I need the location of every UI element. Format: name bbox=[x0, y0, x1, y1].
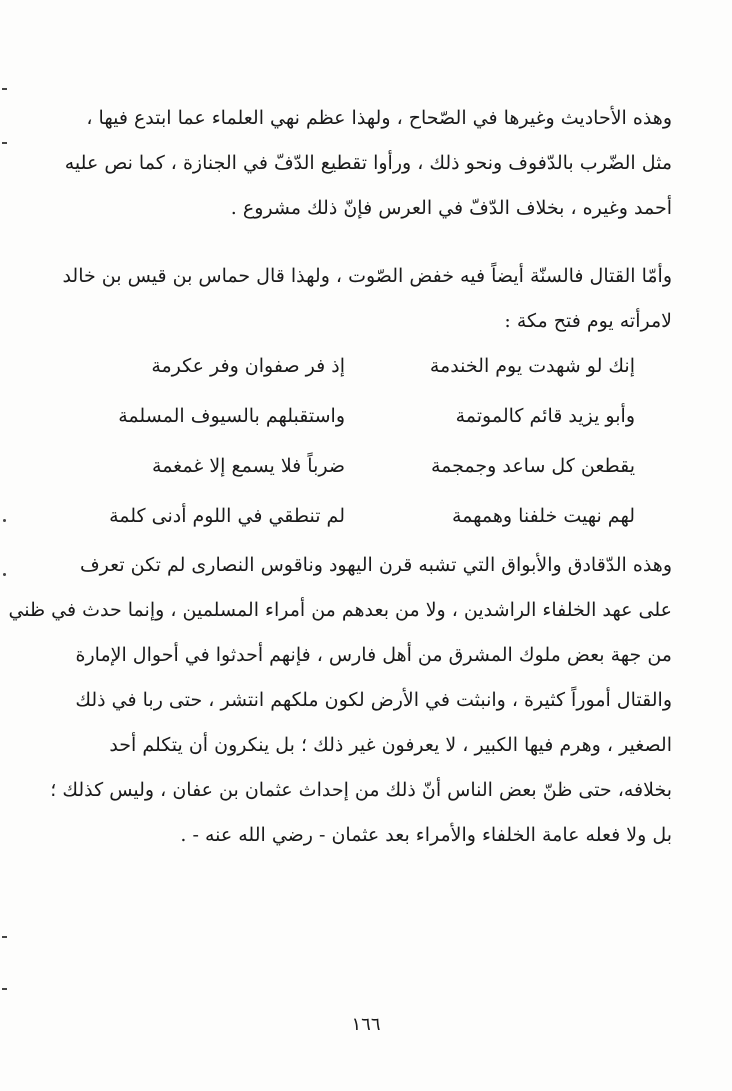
scan-mark bbox=[2, 142, 7, 144]
text-line: وهذه الدّقادق والأبواق التي تشبه قرن اليهود وناقوس النصارى لم تكن تعرف bbox=[79, 554, 672, 576]
text-line: بل ولا فعله عامة الخلفاء والأمراء بعد عثمان - رضي الله عنه - . bbox=[180, 824, 672, 846]
verse-first-hemistich: إنك لو شهدت يوم الخندمة bbox=[429, 355, 635, 377]
text-line: لامرأته يوم فتح مكة : bbox=[504, 310, 672, 332]
page-number: ١٦٦ bbox=[351, 1014, 381, 1035]
poem bbox=[95, 341, 635, 541]
text-line: بخلافه، حتى ظنّ بعض الناس أنّ ذلك من إحداث عثمان بن عفان ، وليس كذلك ؛ bbox=[50, 779, 672, 801]
verse-second-hemistich: واستقبلهم بالسيوف المسلمة bbox=[118, 405, 345, 427]
scan-mark bbox=[2, 988, 7, 990]
text-line: والقتال أموراً كثيرة ، وانبثت في الأرض لكون ملكهم انتشر ، حتى ربا في ذلك bbox=[75, 689, 672, 711]
text-line: الصغير ، وهرم فيها الكبير ، لا يعرفون غير ذلك ؛ بل ينكرون أن يتكلم أحد bbox=[109, 734, 672, 756]
verse-second-hemistich: إذ فر صفوان وفر عكرمة bbox=[151, 355, 345, 377]
verse-second-hemistich: ضرباً فلا يسمع إلا غمغمة bbox=[152, 455, 345, 477]
poem-verse bbox=[95, 441, 635, 491]
paragraph-1 bbox=[64, 96, 672, 231]
text-line: وهذه الأحاديث وغيرها في الصّحاح ، ولهذا عظم نهي العلماء عما ابتدع فيها ، bbox=[86, 107, 672, 129]
scan-mark bbox=[3, 573, 6, 576]
text-line: من جهة بعض ملوك المشرق من أهل فارس ، فإنهم أحدثوا في أحوال الإمارة bbox=[75, 644, 672, 666]
scan-mark bbox=[3, 519, 6, 522]
verse-first-hemistich: يقطعن كل ساعد وجمجمة bbox=[430, 455, 635, 477]
poem-verse bbox=[95, 391, 635, 441]
paragraph-3 bbox=[8, 543, 672, 858]
scan-mark bbox=[2, 936, 7, 938]
text-line: على عهد الخلفاء الراشدين ، ولا من بعدهم من أمراء المسلمين ، وإنما حدث في ظني bbox=[8, 599, 672, 621]
poem-verse bbox=[95, 491, 635, 541]
verse-second-hemistich: لم تنطقي في اللوم أدنى كلمة bbox=[109, 505, 345, 527]
scan-mark bbox=[2, 88, 7, 90]
poem-verse bbox=[95, 341, 635, 391]
text-line: مثل الضّرب بالدّفوف ونحو ذلك ، ورأوا تقطيع الدّفّ في الجنازة ، كما نص عليه bbox=[64, 152, 672, 174]
verse-first-hemistich: لهم نهيت خلفنا وهمهمة bbox=[451, 505, 635, 527]
paragraph-2 bbox=[62, 254, 672, 344]
text-line: وأمّا القتال فالسنّة أيضاً فيه خفض الصّوت ، ولهذا قال حماس بن قيس بن خالد bbox=[62, 265, 672, 287]
text-line: أحمد وغيره ، بخلاف الدّفّ في العرس فإنّ ذلك مشروع . bbox=[230, 197, 672, 219]
verse-first-hemistich: وأبو يزيد قائم كالموتمة bbox=[455, 405, 635, 427]
